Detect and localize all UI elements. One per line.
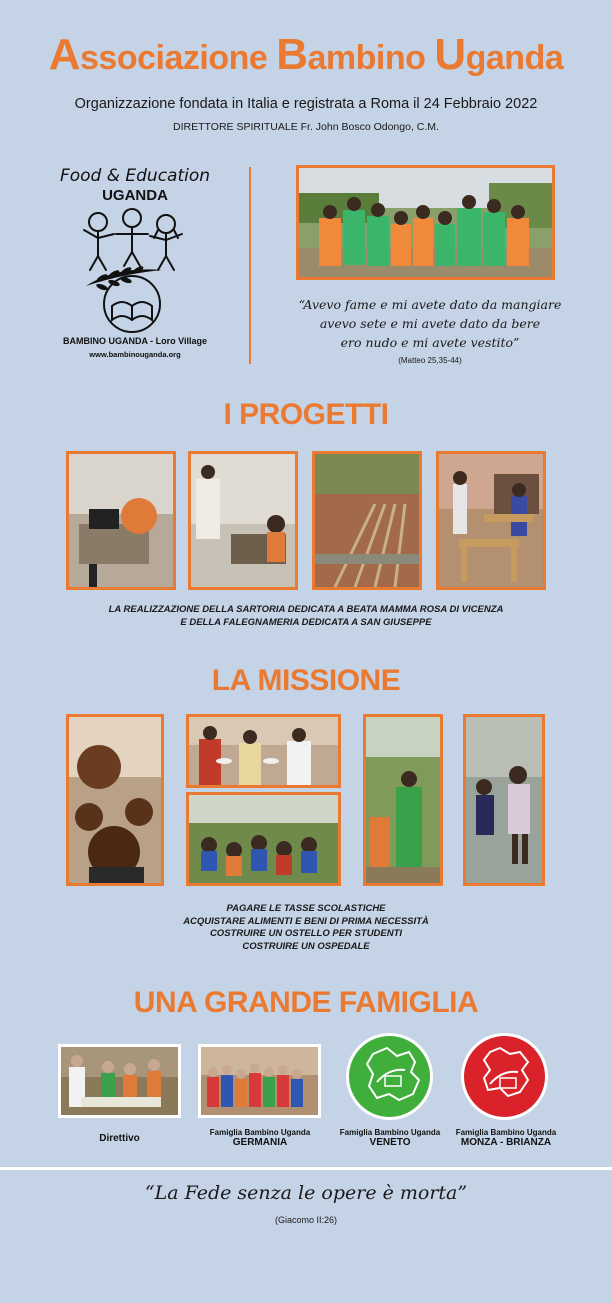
mission-photo-children: [463, 714, 545, 886]
logo-subtitle: UGANDA: [102, 187, 168, 204]
project-photo-carpentry: [436, 451, 546, 590]
title-part-2: ambino: [307, 39, 435, 77]
veneto-region-icon: [345, 1032, 434, 1121]
mission-photo-selfie: [66, 714, 164, 886]
intro-quote-line: avevo sete e mi avete dato da bere: [319, 316, 541, 331]
footer-quote-ref: (Giacomo II:26): [274, 1215, 338, 1225]
family-label-line: MONZA - BRIANZA: [460, 1137, 552, 1148]
mission-list: [0, 903, 612, 953]
spiritual-director: DIRETTORE SPIRITUALE Fr. John Bosco Odongo, C.M.: [173, 121, 439, 133]
vertical-divider: [249, 167, 251, 364]
mission-photo-priest: [363, 714, 443, 886]
intro-quote-line: ero nudo e mi avete vestito”: [340, 335, 520, 350]
family-label-line: GERMANIA: [232, 1137, 288, 1148]
family-photo-direttivo: [58, 1044, 181, 1118]
family-label-germania: [190, 1128, 330, 1148]
projects-caption-line: LA REALIZZAZIONE DELLA SARTORIA DEDICATA A BEATA MAMMA ROSA DI VICENZA: [108, 604, 504, 615]
logo-title: Food & Education: [59, 166, 211, 186]
title-part-3: ganda: [465, 39, 564, 77]
mission-photo-food-1: [186, 714, 341, 788]
intro-quote-line: “Avevo fame e mi avete dato da mangiare: [298, 297, 562, 312]
footer-quote: “La Fede senza le opere è morta”: [144, 1182, 468, 1204]
projects-title: I PROGETTI: [223, 398, 389, 431]
family-label-direttivo: [58, 1134, 181, 1144]
mission-item: PAGARE LE TASSE SCOLASTICHE: [226, 903, 386, 914]
family-photo-germania: [198, 1044, 321, 1118]
group-photo: [296, 165, 555, 280]
page-subtitle: Organizzazione fondata in Italia e registrata a Roma il 24 Febbraio 2022: [74, 96, 538, 112]
projects-caption-line: E DELLA FALEGNAMERIA DEDICATA A SAN GIUSEPPE: [180, 616, 432, 628]
page-title: [0, 30, 612, 80]
family-label-monza: [436, 1128, 576, 1148]
family-label-line: Direttivo: [99, 1133, 140, 1144]
title-letter-b: B: [276, 30, 308, 79]
logo-name: BAMBINO UGANDA - Loro Village: [62, 336, 207, 346]
intro-quote-ref: (Matteo 25,35-44): [398, 356, 462, 365]
projects-caption: [0, 604, 612, 629]
project-photo-sewing-2: [188, 451, 298, 590]
project-photo-construction-1: [312, 451, 422, 590]
mission-item: COSTRUIRE UN OSPEDALE: [242, 940, 370, 952]
title-part-1: ssociazione: [80, 39, 277, 77]
mission-item: ACQUISTARE ALIMENTI E BENI DI PRIMA NECESSITÀ: [183, 915, 429, 927]
title-letter-a: A: [48, 30, 81, 79]
project-photo-sewing-1: [66, 451, 176, 590]
title-letter-u: U: [434, 30, 466, 79]
mission-item: COSTRUIRE UN OSTELLO PER STUDENTI: [209, 928, 403, 939]
intro-quote: [270, 295, 590, 352]
footer-divider: [0, 1167, 612, 1170]
mission-photo-food-2: [186, 792, 341, 886]
children-book-icon: [72, 208, 198, 334]
association-logo: [40, 160, 230, 370]
family-title: UNA GRANDE FAMIGLIA: [133, 986, 479, 1019]
family-label-line: Famiglia Bambino Uganda: [455, 1128, 557, 1137]
family-label-line: Famiglia Bambino Uganda: [209, 1128, 311, 1137]
family-label-line: VENETO: [369, 1137, 411, 1148]
family-label-line: Famiglia Bambino Uganda: [339, 1128, 441, 1137]
mission-title: LA MISSIONE: [211, 664, 401, 697]
logo-url: www.bambinouganda.org: [89, 350, 181, 359]
monza-brianza-region-icon: [460, 1032, 549, 1121]
